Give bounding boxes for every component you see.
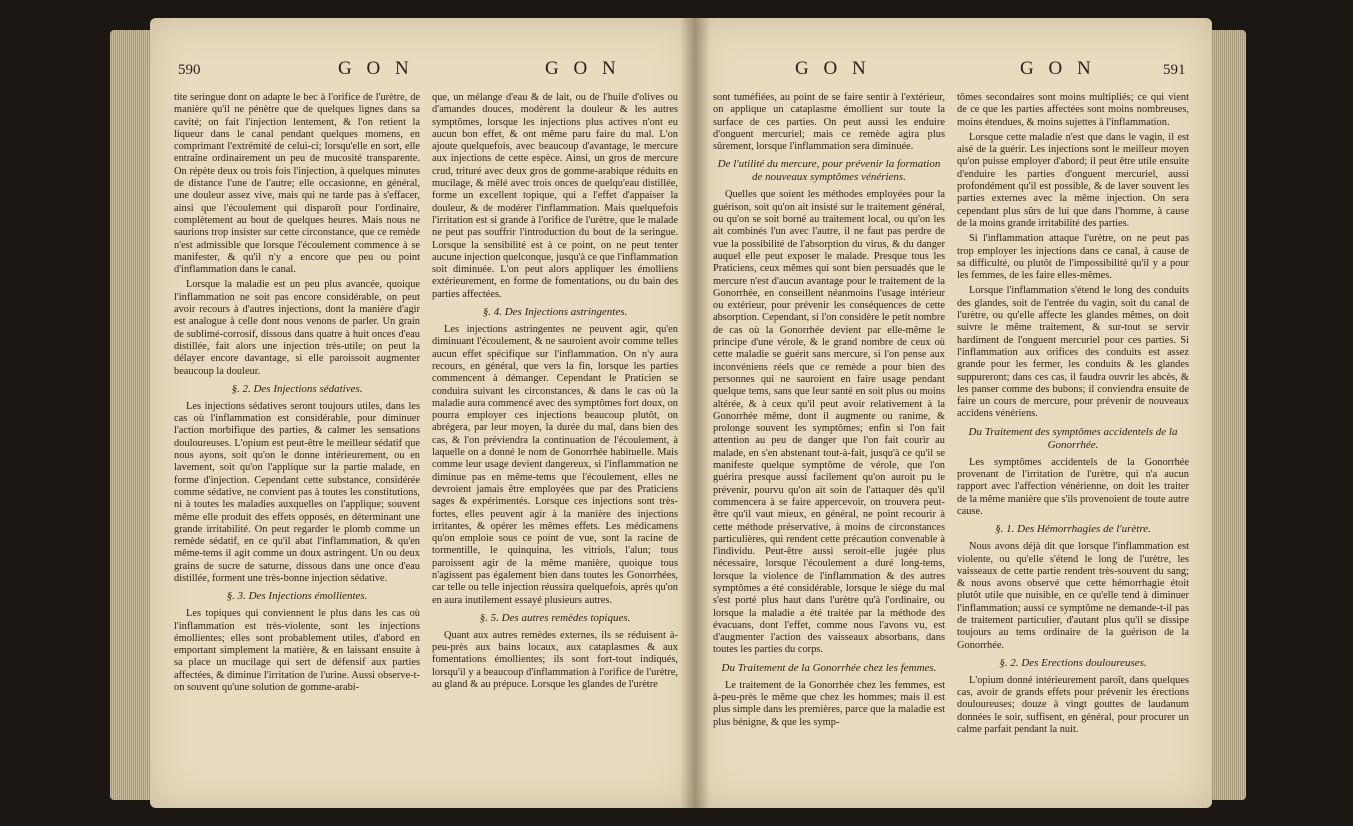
book-spread	[150, 18, 1212, 808]
right-page	[695, 18, 1212, 808]
paragraph: Les symptômes accidentels de la Gonorrhée provenant de l'irritation de l'urètre, qui n'a aucun rapport avec l'affection vénérienne, on doit les traiter de la même manière que s'ils provenoient de toute autre cause.	[957, 456, 1189, 517]
section-heading: §. 1. Des Hémorrhagies de l'urètre.	[995, 523, 1151, 536]
paragraph: Si l'inflammation attaque l'urètre, on ne peut pas trop employer les injections dans ce canal, à cause de sa difficulté, ou plutôt de l'impossibilité qu'il y a pour les femmes, de les faire elles-mêmes.	[957, 233, 1189, 282]
right-running-head	[695, 58, 1212, 88]
section-heading: §. 4. Des Injections astringentes.	[482, 306, 628, 319]
right-page-number: 591	[1163, 62, 1186, 78]
paragraph: Quant aux autres remèdes externes, ils se réduisent à-peu-près aux bains locaux, aux cataplasmes & aux fomentations émollientes; ils sont fort-tout indiqués, lorsqu'il y a beaucoup d'inflammation à l'orifice de l'urètre, au gland & au prépuce. Lorsque les glandes de l'urètre	[432, 629, 678, 691]
right-column-1	[713, 92, 945, 788]
paragraph: tite seringue dont on adapte le bec à l'orifice de l'urètre, de manière qu'il ne pénètre que de quelques lignes dans sa cavité; on fait l'injection lentement, & l'on retient la liqueur dans le canal pendant quelques momens, en comprimant l'extrémité de celui-ci; lorsqu'elle en sort, elle entraîne ordinairement un peu de mucosité transparente. On répète deux ou trois fois l'injection, à quelques minutes de distance l'une de l'autre; elle occasionne, en général, une douleur assez vive, mais qui ne tarde pas à s'effacer, ainsi que l'écoulement qui disparoît pour l'ordinaire, complètement au bout de quelques heures. Mais nous ne saurions trop insister sur cette circonstance, que ce remède n'est admissible que lorsque l'écoulement commence à se manifester, & qu'il n'y a encore que peu ou point d'inflammation dans le canal.	[174, 92, 420, 276]
paragraph: Les injections sédatives seront toujours utiles, dans les cas où l'inflammation est considérable, pour diminuer l'action morbifique des parties, & calmer les sensations douloureuses. L'opium est peut-être le meilleur sédatif que nous ayons, soit qu'on le donne intérieurement, ou en lavement, soit qu'on l'applique sur la partie malade, en forme d'injection. Cependant cette substance, considérée comme sédative, ne convient pas à toutes les constitutions, ni à toutes les maladies auxquelles on l'applique; souvent même elle produit des effets opposés, en déterminant une grande irritabilité. On peut regarder le plomb comme un remède sédatif, en ce qu'il abat l'inflammation, & qu'en même-tems il agit comme un doux astringent. Un ou deux grains de sucre de saturne, dissous dans une once d'eau distillée, forment une très-bonne injection sédative.	[174, 400, 420, 584]
right-column-2	[957, 92, 1189, 788]
page-edges-left	[110, 30, 150, 800]
section-heading: §. 5. Des autres remèdes topiques.	[479, 611, 631, 624]
right-head-word-1: G O N	[795, 58, 871, 79]
paragraph: L'opium donné intérieurement paroît, dans quelques cas, avoir de grands effets pour prévenir les érections douloureuses; douze à vingt gouttes de laudanum données le soir, suffisent, en général, pour procurer un calme parfait pendant la nuit.	[957, 674, 1189, 736]
section-heading: Du Traitement de la Gonorrhée chez les femmes.	[721, 661, 937, 674]
left-column-2	[432, 92, 678, 788]
left-running-head	[150, 58, 695, 88]
paragraph: Nous avons déjà dit que lorsque l'inflammation est violente, ou qu'elle s'étend le long de l'urètre, les vaisseaux de cette partie rendent très-souvent du sang; & nous avons observé que cette hémorrhagie étoit plutôt utile que nuisible, en ce qu'elle tend à diminuer l'inflammation; aussi ce symptôme ne demande-t-il pas de traitement particulier, d'autant plus qu'il se dissipe toujours au tems ordinaire de la guérison de la Gonorrhée.	[957, 541, 1189, 651]
page-edges-right	[1212, 30, 1246, 800]
paragraph: Lorsque la maladie est un peu plus avancée, quoique l'inflammation ne soit pas encore considérable, on peut avoir recours à d'autres injections, dont la manière d'agir est analogue à celle dont nous venons de parler. Un grain de sublimé-corrosif, dissous dans quatre à huit onces d'eau distillée, fait alors une injection très-utile; on peut la délayer encore davantage, si elle paroissoit augmenter beaucoup la douleur.	[174, 279, 420, 377]
left-page-number: 590	[178, 62, 201, 78]
left-page	[150, 18, 695, 808]
section-heading: §. 2. Des Injections sédatives.	[231, 382, 363, 395]
right-head-word-2: G O N	[1020, 58, 1096, 79]
section-heading: §. 3. Des Injections émollientes.	[226, 590, 368, 603]
paragraph: que, un mélange d'eau & de lait, ou de l'huile d'olives ou d'amandes douces, modèrent la douleur & les autres symptômes, lorsque les injections plus actives n'ont eu aucun bon effet, & ont même paru faire du mal. L'on ajoute quelquefois, avec beaucoup d'avantage, le mercure aux injections de cette espèce. Ainsi, un gros de mercure crud, trituré avec deux gros de gomme-arabique réduits en mucilage, & mêlé avec trois onces de quelqu'eau distillée, forme un excellent topique, qui a l'effet d'appaiser la douleur, & de modérer l'inflammation. Mais quelquefois l'irritation est si grande à l'orifice de l'urètre, que le malade ne peut pas souffrir l'introduction du bout de la seringue. Lorsque la sensibilité est à ce point, on ne peut tenter aucune injection quelconque, jusqu'à ce que l'inflammation soit diminuée. L'on peut alors appliquer les émolliens extérieurement, en forme de fomentations, ou du bain des parties affectées.	[432, 92, 678, 300]
left-head-word-1: G O N	[338, 58, 414, 79]
left-column-1	[174, 92, 420, 788]
section-heading: De l'utilité du mercure, pour prévenir la formation de nouveaux symptômes vénériens.	[717, 158, 941, 184]
paragraph: Le traitement de la Gonorrhée chez les femmes, est à-peu-près le même que chez les hommes; mais il est plus simple dans les premières, parce que la maladie est plus bénigne, & que les symp-	[713, 679, 945, 728]
paragraph: sont tuméfiées, au point de se faire sentir à l'extérieur, on applique un cataplasme émollient sur toute la surface de ces parties. On peut aussi les enduire d'onguent mercuriel; mais ce remède agira plus sûrement, lorsque l'inflammation sera diminuée.	[713, 92, 945, 153]
paragraph: tômes secondaires sont moins multipliés; ce qui vient de ce que les parties affectées sont moins nombreuses, moins étendues, & moins sujettes à l'inflammation.	[957, 92, 1189, 128]
paragraph: Quelles que soient les méthodes employées pour la guérison, soit qu'on ait insisté sur le traitement général, ou qu'on se soit borné au traitement local, ou qu'on les ait combinés l'un avec l'autre, il ne faut pas perdre de vue la possibilité de l'absorption du virus, & du danger auquel elle peut exposer le malade. Presque tous les Praticiens, ceux mêmes qui sont bien persuadés que le mercure n'est d'aucun avantage pour le traitement de la Gonorrhée, en conseillent néanmoins l'usage intérieur ou extérieur, pour prévenir les conséquences de cette absorption. Cependant, si l'on considère le petit nombre de cas où la Gonorrhée devient par elle-même le principe d'une vérole, & le grand nombre de ceux où cette maladie se guérit sans mercure, si l'on pense aux inconvéniens réels que ce remède a pour bien des personnes qui ne sauroient en faire usage pendant quelque tems, sans que leur santé en soit plus ou moins altérée, & à ceux qu'il peut avoir relativement à la Gonorrhée même, dont il augmente ou ranime, & prolonge souvent les symptômes; enfin si l'on fait attention au peu de danger que l'on fait courir au malade, en s'en abstenant tout-à-fait, jusqu'à ce qu'il se manifeste quelque symptôme de vérole, que l'on guérira presque aussi facilement qu'on auroit pu le prévenir, pourvu qu'on ait soin de l'attaquer dès qu'il commencera à se faire appercevoir, on trouvera peut-être qu'il vaut mieux, en général, ne point recourir à cette méthode préservative, à moins de circonstances particulières, qui rendent cette précaution convenable à l'individu. Peut-être aussi seroit-elle jugée plus nécessaire, lorsque l'écoulement a duré long-tems, lorsque la violence de l'inflammation & des autres symptômes a été considérable, lorsque le siège du mal s'est porté plus haut dans l'urètre qu'à l'ordinaire, ou lorsque la maladie a été traitée par la méthode des évacuans, dont l'effet, comme nous l'avons vu, est d'augmenter l'action des vaisseaux absorbans, dans toutes les parties du corps.	[713, 189, 945, 656]
paragraph: Les injections astringentes ne peuvent agir, qu'en diminuant l'écoulement, & ne sauroient avoir comme telles aucun effet spécifique sur l'inflammation. On n'y aura recours, en général, que vers la fin, lorsque les parties commencent à démanger. Cependant le Praticien se conduira suivant les circonstances, & dans le cas où la maladie aura commencé avec des symptômes fort doux, on pourra employer ces injections beaucoup plutôt, on abrégera, par leur moyen, la durée du mal, dans bien des cas, & l'on préviendra la continuation de l'écoulement, à laquelle on a donné le nom de Gonorrhée habituelle. Mais comme leur usage devient dangereux, si l'inflammation ne diminue pas en même-tems que l'écoulement, elles ne devroient jamais être employées que par des Praticiens sages & expérimentés. Lorsque ces injections sont très-fortes, elles peuvent agir à la manière des injections irritantes, & opérer les mêmes effets. Les médicamens qu'on emploie sous ce point de vue, sont la racine de tormentille, le quinquina, les vitriols, l'alun; tous paroissent agir de la même manière, quoique tous n'agissent pas également bien dans toutes les Gonorrhées, car telle ou telle injection réussira quelquefois, après qu'on en aura inutilement essayé plusieurs autres.	[432, 324, 678, 606]
section-heading: Du Traitement des symptômes accidentels de la Gonorrhée.	[968, 425, 1178, 451]
paragraph: Lorsque cette maladie n'est que dans le vagin, il est aisé de la guérir. Les injections sont le meilleur moyen qu'on puisse employer d'abord; il peut être utile ensuite d'enduire les parties d'onguent mercuriel, aussi profondément qu'il est possible, & de laver souvent les parties externes avec la même injection. On sera cependant plus sûrs de lui que dans l'homme, à cause de la moins grande irritabilité des parties.	[957, 131, 1189, 229]
section-heading: §. 2. Des Erections douloureuses.	[999, 656, 1147, 669]
paragraph: Lorsque l'inflammation s'étend le long des conduits des glandes, soit de l'entrée du vagin, soit du canal de l'urètre, ou qu'elle affecte les glandes mêmes, on doit suivre le même traitement, & sur-tout se servir hardiment de l'onguent mercuriel pour ces parties. Si l'inflammation aux orifices des conduits est assez grande pour les fermer, les conduits & les glandes suppureront; dans ces cas, il faudra ouvrir les abcès, & les panser comme des bubons; il conviendra ensuite de faire un cours de mercure, pour prévenir de nouveaux accidens vénériens.	[957, 285, 1189, 420]
paragraph: Les topiques qui conviennent le plus dans les cas où l'inflammation est très-violente, sont les injections émollientes; elles sont probablement utiles, d'abord en emportant simplement la matière, & en laissant ensuite à sa place un mucilage qui sert de défensif aux parties affectées, & diminue l'irritation de l'urine. Aussi observe-t-on souvent qu'une solution de gomme-arabi-	[174, 608, 420, 694]
left-head-word-2: G O N	[545, 58, 621, 79]
